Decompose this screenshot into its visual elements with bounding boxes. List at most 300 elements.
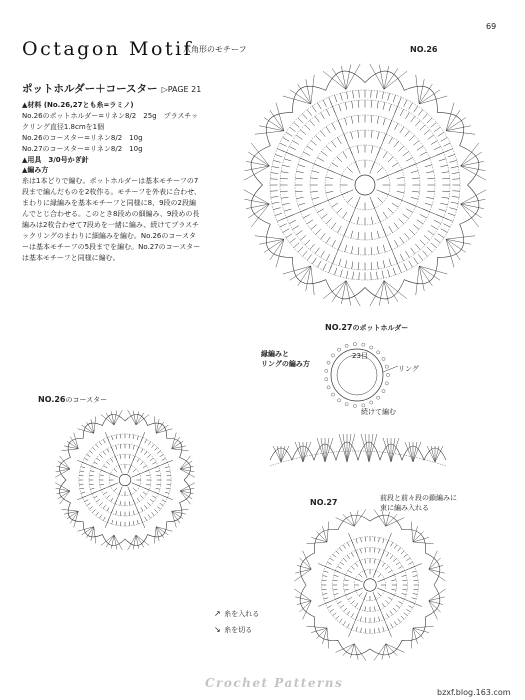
stitch-mark [383, 118, 385, 125]
stitch-mark [358, 262, 359, 269]
stitch-mark [374, 559, 375, 564]
stitch-mark [351, 116, 352, 123]
stitch-mark [310, 178, 317, 179]
stitch-mark [393, 268, 395, 275]
stitch-mark [390, 611, 393, 615]
stitch-mark [355, 563, 358, 567]
stitch-mark [392, 203, 398, 207]
stitch-mark [383, 152, 387, 158]
stitch-mark [427, 191, 434, 192]
stitch-mark [403, 214, 409, 219]
stitch-mark [434, 127, 440, 132]
stitch-mark [87, 454, 91, 456]
ring-stitch [353, 342, 356, 345]
diagram-label-no26-coaster: NO.26のコースター [38, 395, 108, 404]
stitch-mark [402, 580, 407, 581]
stitch-mark [340, 93, 342, 100]
stitch-mark [312, 197, 319, 199]
stitch-mark [321, 152, 327, 157]
stitch-mark [377, 116, 378, 123]
stitch-mark [351, 553, 353, 557]
stitch-mark [143, 492, 147, 494]
stitch-mark [318, 103, 322, 109]
stitch-mark [316, 136, 321, 141]
ring-stitch [370, 401, 373, 404]
stitch-mark [431, 122, 437, 127]
fan-stitch [446, 131, 475, 134]
legend-yarn-cut [214, 625, 252, 635]
stitch-mark [442, 197, 449, 198]
stitch-mark [156, 484, 160, 485]
stitch-mark [290, 238, 296, 243]
fan-stitch [255, 236, 284, 239]
stitch-mark [148, 515, 150, 519]
radial-spoke [377, 190, 449, 220]
stitch-mark [112, 436, 113, 440]
stitch-mark [351, 600, 354, 603]
stitch-mark [401, 616, 404, 619]
diagram-label-no27-potholder: NO.27のポットホルダー [325, 323, 409, 332]
stitch-mark [340, 270, 342, 277]
stitch-mark [326, 109, 329, 116]
stitch-mark [111, 498, 113, 502]
stitch-mark [438, 132, 444, 136]
stitch-mark [388, 597, 392, 600]
stitch-mark [143, 466, 147, 468]
stitch-mark [133, 521, 134, 525]
fan-stitch [384, 71, 407, 89]
stitch-mark [114, 488, 117, 491]
octagon-potholder-diagram [235, 55, 495, 315]
stitch-mark [400, 254, 403, 261]
stitch-mark [398, 548, 401, 552]
stitch-mark [359, 593, 362, 596]
stitch-mark [371, 262, 372, 269]
stitch-mark [327, 562, 331, 564]
stitch-mark [84, 500, 88, 502]
ring-stitch [362, 404, 365, 407]
fan-stitch [461, 204, 479, 227]
stitch-mark [281, 172, 288, 173]
fan-stitch [336, 518, 355, 527]
stitch-mark [326, 237, 330, 243]
stitch-mark [334, 575, 339, 576]
stitch-mark [307, 220, 313, 224]
stitch-mark [92, 510, 95, 513]
stitch-mark [393, 608, 396, 611]
fan-stitch [419, 266, 447, 274]
stitch-mark [412, 191, 419, 192]
stitch-mark [439, 209, 446, 211]
fan-stitch [413, 542, 433, 544]
stitch-mark [391, 580, 396, 581]
stitch-mark [346, 92, 347, 99]
stitch-mark [402, 589, 407, 590]
footer-watermark: Crochet Patterns [205, 676, 344, 690]
fan-stitch [154, 417, 156, 434]
stitch-mark [425, 203, 432, 205]
fan-stitch [321, 438, 325, 462]
stitch-mark [396, 562, 400, 565]
stitch-mark [391, 542, 393, 546]
radial-spoke [318, 588, 363, 607]
instruction-line: ックリングのまわりに細編みを編む。No.26のコースタ [22, 231, 197, 240]
stitch-mark [344, 580, 349, 581]
page-number: 69 [486, 22, 497, 31]
stitch-mark [393, 95, 395, 102]
stitch-mark [423, 251, 428, 257]
stitch-mark [405, 131, 410, 137]
stitch-mark [351, 246, 352, 253]
stitch-mark [377, 197, 382, 202]
ring-inner [337, 355, 377, 395]
stitch-mark [280, 191, 287, 192]
stitch-mark [333, 580, 338, 581]
fan-stitch [245, 166, 270, 171]
stitch-mark [332, 223, 337, 229]
stitch-mark [140, 462, 143, 465]
stitch-mark [336, 616, 339, 619]
stitch-mark [338, 566, 342, 568]
stitch-mark [441, 138, 447, 142]
stitch-mark [388, 570, 392, 573]
stitch-mark [103, 466, 107, 468]
stitch-mark [377, 262, 378, 269]
stitch-mark [348, 597, 352, 600]
stitch-mark [394, 123, 398, 130]
stitch-mark [129, 444, 130, 448]
stitch-mark [404, 100, 407, 107]
stitch-mark [157, 506, 160, 509]
stitch-mark [89, 506, 92, 509]
diagram-label-no26: NO.26 [410, 45, 438, 54]
stitch-mark [379, 628, 380, 633]
stitch-mark [315, 248, 319, 254]
stitch-mark [405, 233, 410, 239]
instruction-line: No.26のポットホルダー=リネン8/2 25g プラスチッ [22, 111, 199, 120]
stitch-mark [80, 471, 84, 472]
stitch-mark [371, 146, 372, 153]
stitch-mark [431, 243, 437, 248]
fan-stitch [446, 103, 454, 131]
fan-stitch [387, 438, 391, 462]
stitch-mark [133, 435, 134, 439]
stitch-mark [298, 247, 303, 252]
ring-label: リング [398, 365, 419, 373]
fan-stitch [369, 434, 377, 462]
stitch-mark [352, 101, 353, 108]
stitch-mark [133, 511, 134, 515]
stitch-mark [107, 507, 109, 511]
stitch-mark [103, 505, 106, 508]
stitch-mark [289, 146, 296, 149]
stitch-mark [100, 484, 104, 485]
fan-stitch [251, 204, 269, 227]
stitch-mark [152, 462, 156, 464]
stitch-mark [303, 214, 310, 218]
stitch-mark [383, 212, 387, 218]
stitch-mark [271, 196, 278, 197]
stitch-mark [426, 171, 433, 172]
stitch-mark [389, 259, 391, 266]
blog-url: bzxf.blog.163.com [437, 688, 511, 697]
stitch-mark [450, 208, 457, 210]
ring-stitch [382, 390, 385, 393]
stitch-mark [377, 132, 379, 139]
fan-stitch [416, 266, 419, 295]
ring-stitch [377, 396, 380, 399]
fan-stitch [303, 551, 312, 570]
stitch-mark [420, 214, 427, 218]
stitch-mark [394, 621, 397, 625]
stitch-mark [310, 120, 315, 126]
stitch-mark [103, 517, 105, 521]
stitch-mark [280, 224, 287, 227]
stitch-mark [427, 118, 432, 123]
stitch-mark [392, 163, 398, 167]
stitch-mark [439, 159, 446, 161]
stitch-mark [96, 512, 99, 515]
stitch-mark [352, 262, 353, 269]
stitch-mark [344, 559, 347, 562]
stitch-mark [305, 240, 310, 245]
ring-stitch [382, 357, 385, 360]
stitch-mark [80, 488, 84, 489]
instruction-line: ▲用具 3/0号かぎ針 [22, 155, 89, 164]
fan-stitch [346, 281, 351, 306]
fan-stitch [379, 65, 384, 90]
stitch-mark [99, 515, 101, 519]
stitch-mark [317, 158, 323, 162]
stitch-mark [90, 488, 94, 489]
ring-stitch [345, 344, 348, 347]
stitch-mark [166, 471, 170, 472]
stitch-mark [371, 115, 372, 122]
stitch-mark [450, 160, 457, 162]
page-title: Octagon Motif [22, 38, 194, 60]
stitch-mark [394, 141, 399, 147]
stitch-mark [420, 152, 427, 156]
stitch-mark [351, 613, 353, 617]
stitch-mark [339, 104, 341, 111]
stitch-mark [156, 475, 160, 476]
fan-stitch [154, 527, 156, 544]
stitch-mark [96, 499, 99, 502]
instruction-line: んでとじ合わせる。このとき8段めの細編み、9段めの長 [22, 210, 200, 219]
stitch-mark [378, 574, 381, 577]
fan-stitch [62, 449, 79, 451]
stitch-mark [334, 95, 336, 102]
ring-stitch [325, 369, 328, 372]
ring-stitch [353, 404, 356, 407]
stitch-mark [390, 555, 393, 559]
stitch-mark [351, 231, 353, 238]
stitch-mark [89, 475, 93, 476]
stitch-mark [345, 102, 347, 109]
octagon-coaster-no26-diagram [50, 405, 200, 555]
stitch-mark [283, 138, 289, 142]
yarn-join-icon: ↗ [214, 609, 221, 618]
plastic-ring [331, 349, 383, 401]
fan-stitch [386, 644, 405, 653]
radial-spoke [77, 460, 118, 477]
fan-stitch [391, 438, 395, 462]
stitch-mark [290, 127, 296, 132]
fan-stitch [276, 103, 284, 131]
stitch-mark [383, 539, 384, 543]
stitch-mark [141, 449, 143, 453]
radial-spoke [370, 197, 400, 269]
stitch-mark [150, 458, 153, 461]
stitch-mark [361, 538, 362, 543]
stitch-mark [348, 570, 352, 573]
stitch-mark [326, 191, 333, 192]
fan-stitch [323, 71, 346, 89]
fan-stitch [255, 131, 284, 134]
ring-label-line-2: リングの編み方 [261, 360, 310, 368]
stitch-mark [409, 261, 413, 267]
ring-stitch-count: 23目 [352, 352, 368, 360]
stitch-mark [385, 566, 388, 569]
stitch-mark [406, 209, 412, 213]
fan-stitch [343, 434, 347, 462]
stitch-mark [356, 627, 357, 631]
stitch-mark [166, 488, 170, 489]
stitch-mark [165, 492, 169, 493]
fan-stitch [283, 96, 311, 104]
stitch-mark [443, 143, 450, 146]
stitch-mark [281, 197, 288, 198]
radial-spoke [132, 460, 173, 477]
stitch-mark [427, 247, 432, 252]
stitch-mark [96, 458, 99, 461]
stitch-mark [282, 165, 289, 167]
stitch-mark [99, 442, 101, 446]
stitch-mark [155, 447, 158, 450]
stitch-mark [434, 238, 440, 243]
stitch-mark [377, 167, 382, 172]
stitch-mark [398, 566, 402, 568]
stitch-mark [440, 165, 447, 167]
radial-spoke [377, 151, 449, 181]
ring-stitch [331, 354, 334, 357]
stitch-mark [315, 116, 319, 122]
fan-stitch [386, 518, 405, 527]
stitch-mark [107, 495, 110, 498]
stitch-mark [107, 449, 109, 453]
stitch-mark [298, 165, 305, 167]
stitch-mark [326, 177, 333, 178]
stitch-mark [303, 152, 310, 156]
fan-stitch [336, 644, 355, 653]
stitch-mark [289, 220, 296, 223]
stitch-mark [382, 603, 385, 607]
stitch-mark [398, 601, 402, 603]
stitch-mark [400, 127, 404, 133]
stitch-mark [145, 517, 147, 521]
stitch-mark [361, 628, 362, 633]
stitch-mark [414, 258, 418, 264]
stitch-mark [318, 261, 322, 267]
fan-stitch [325, 438, 329, 462]
stitch-mark [323, 100, 326, 107]
stitch-mark [442, 178, 449, 179]
stitch-mark [129, 455, 130, 459]
stitch-mark [324, 598, 328, 599]
stitch-mark [323, 576, 328, 577]
stitch-mark [347, 197, 352, 202]
fan-stitch [405, 442, 413, 462]
stitch-mark [282, 203, 289, 205]
fan-stitch [327, 522, 329, 542]
stitch-mark [451, 202, 458, 203]
stitch-mark [412, 598, 416, 599]
stitch-mark [442, 172, 449, 173]
stitch-mark [428, 231, 434, 235]
stitch-mark [412, 178, 419, 179]
stitch-mark [293, 141, 299, 145]
stitch-mark [330, 558, 334, 561]
fan-stitch [311, 75, 314, 104]
instruction-line: 糸は1本どりで編む。ポットホルダーは基本モチーフの7 [22, 177, 199, 186]
radial-spoke [349, 533, 368, 578]
stitch-mark [394, 223, 399, 229]
stitch-mark [275, 154, 282, 156]
stitch-mark [280, 143, 287, 146]
stitch-mark [383, 260, 385, 267]
stitch-mark [103, 451, 106, 454]
stitch-mark [413, 141, 419, 146]
stitch-mark [296, 197, 303, 198]
stitch-mark [388, 208, 393, 213]
stitch-mark [307, 146, 313, 150]
stitch-mark [359, 574, 362, 577]
stitch-mark [296, 135, 302, 139]
stitch-mark [383, 102, 385, 109]
stitch-mark [116, 511, 117, 515]
ring-stitch [385, 382, 388, 385]
fan-stitch [323, 281, 346, 299]
ring-stitch [338, 399, 341, 402]
ring-stitch [386, 373, 389, 376]
stitch-mark [360, 549, 361, 554]
radial-spoke [377, 564, 422, 583]
stitch-mark [332, 203, 338, 207]
fan-stitch [379, 281, 384, 306]
stitch-mark [371, 232, 372, 239]
stitch-mark [298, 118, 303, 123]
stitch-mark [394, 545, 397, 549]
stitch-mark [316, 229, 321, 234]
stitch-mark [312, 258, 316, 264]
stitch-mark [377, 231, 379, 238]
fan-stitch [365, 434, 369, 462]
stitch-mark [358, 100, 359, 107]
stitch-mark [321, 113, 325, 119]
stitch-mark [284, 209, 291, 211]
stitch-mark [272, 202, 279, 203]
fan-stitch [311, 266, 314, 295]
ring-stitch [385, 365, 388, 368]
stitch-mark [286, 234, 292, 238]
stitch-mark [137, 498, 139, 502]
fan-stitch [303, 601, 312, 620]
stitch-mark [337, 208, 342, 213]
stitch-mark [358, 115, 359, 122]
fan-stitch [446, 236, 475, 239]
stitch-mark [452, 196, 459, 197]
legend-yarn-join-label: 糸を入れる [224, 610, 260, 618]
